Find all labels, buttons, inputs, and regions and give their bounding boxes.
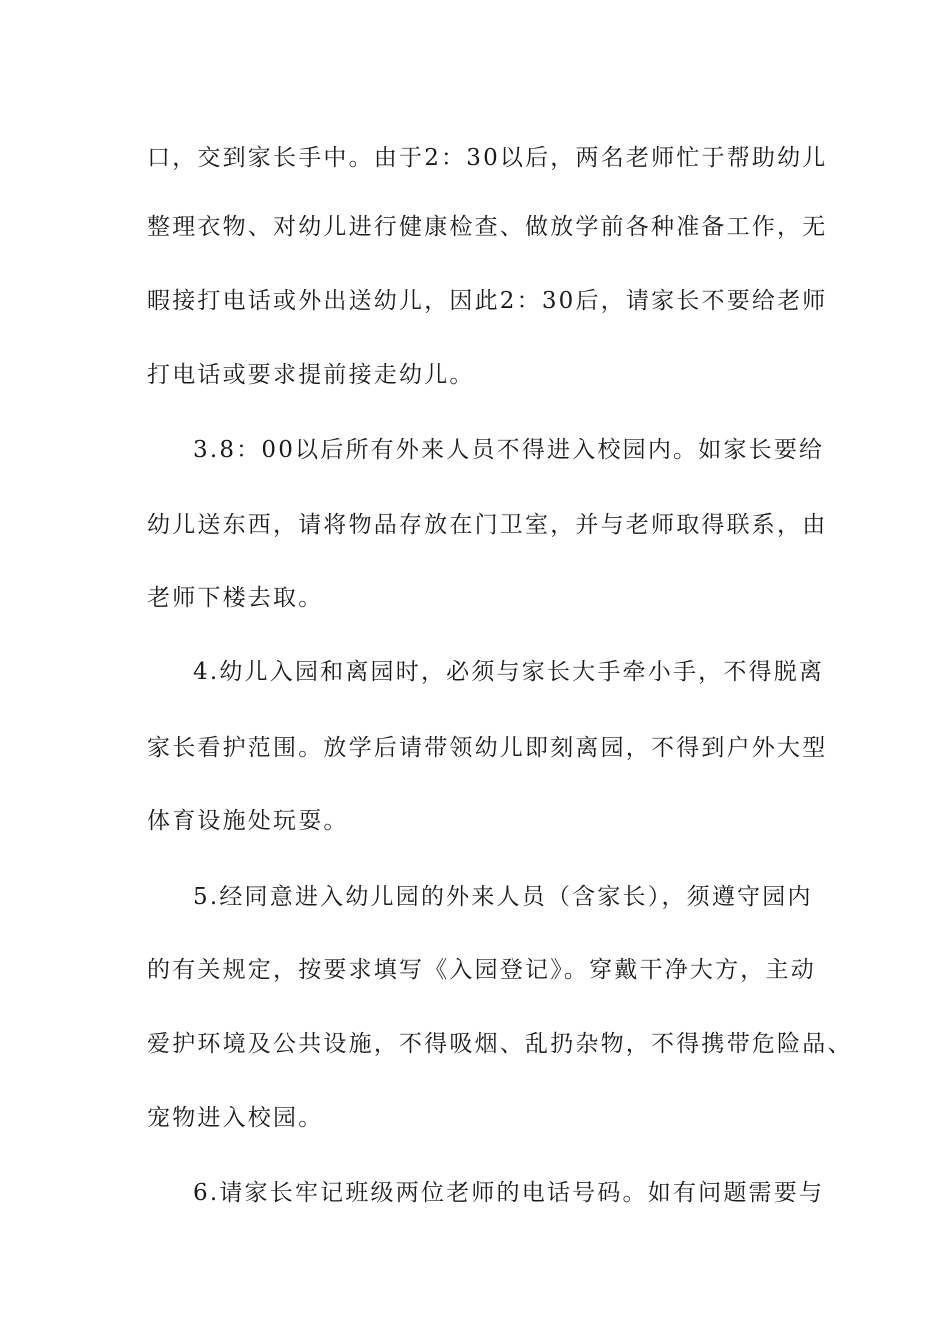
- text-line: 宠物进入校园。: [147, 1105, 324, 1131]
- text-line: 爱护环境及公共设施，不得吸烟、乱扔杂物，不得携带危险品、: [147, 1031, 853, 1057]
- text-line: 老师下楼去取。: [147, 585, 324, 611]
- text-line: 打电话或要求提前接走幼儿。: [147, 362, 475, 388]
- list-item-6-start: 6.请家长牢记班级两位老师的电话号码。如有问题需要与: [193, 1180, 825, 1206]
- list-item-3-start: 3.8：00以后所有外来人员不得进入校园内。如家长要给: [193, 437, 825, 463]
- list-item-5-start: 5.经同意进入幼儿园的外来人员（含家长），须遵守园内: [193, 884, 813, 910]
- text-line: 体育设施处玩耍。: [147, 808, 349, 834]
- text-line: 幼儿送东西，请将物品存放在门卫室，并与老师取得联系，由: [147, 512, 828, 538]
- list-item-4-start: 4.幼儿入园和离园时，必须与家长大手牵小手，不得脱离: [193, 659, 825, 685]
- text-line: 家长看护范围。放学后请带领幼儿即刻离园，不得到户外大型: [147, 735, 828, 761]
- text-line: 暇接打电话或外出送幼儿，因此2：30后，请家长不要给老师: [147, 288, 828, 314]
- text-line: 口，交到家长手中。由于2：30以后，两名老师忙于帮助幼儿: [147, 145, 828, 171]
- text-line: 的有关规定，按要求填写《入园登记》。穿戴干净大方，主动: [147, 957, 816, 983]
- text-line: 整理衣物、对幼儿进行健康检查、做放学前各种准备工作，无: [147, 214, 828, 240]
